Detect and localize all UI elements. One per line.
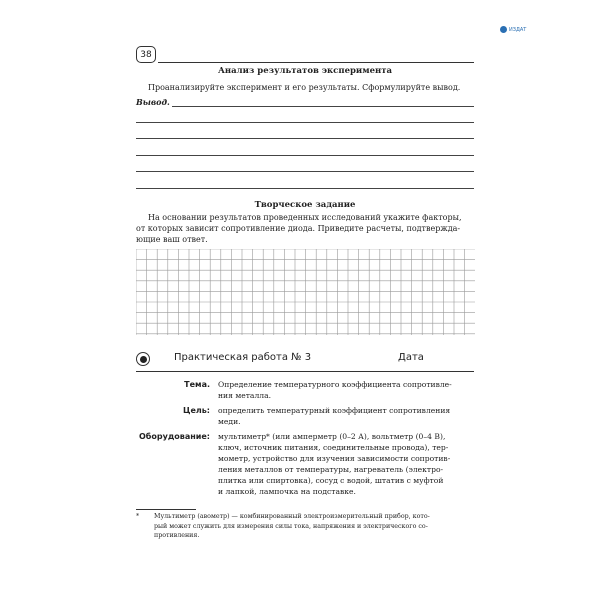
footnote	[136, 512, 474, 541]
header-rule	[158, 62, 474, 63]
topic-line: Определение температурного коэффициента сопротивле-	[218, 380, 452, 389]
topic-label: Тема.	[184, 380, 210, 389]
topic-line: ния металла.	[218, 391, 272, 400]
bullet-icon	[136, 352, 150, 366]
creative-heading: Творческое задание	[254, 200, 356, 210]
equipment-line: ключ, источник питания, соединительные провода), тер-	[218, 443, 449, 452]
date-label: Дата	[398, 352, 424, 363]
goal-label: Цель:	[183, 406, 210, 415]
answer-grid	[136, 249, 475, 335]
answer-line	[136, 122, 474, 123]
publisher-logo	[500, 26, 526, 33]
answer-line	[172, 106, 474, 107]
equipment-line: мометр, устройство для изучения зависимости сопротив-	[218, 454, 451, 463]
answer-line	[136, 188, 474, 189]
answer-line	[136, 171, 474, 172]
analysis-heading: Анализ результатов эксперимента	[217, 66, 393, 76]
equipment-line: мультиметр* (или амперметр (0–2 А), вольтметр (0–4 В),	[218, 432, 446, 441]
logo-text: ИЗДАТ	[509, 26, 527, 33]
practical-title: Практическая работа № 3	[174, 352, 312, 363]
footnote-rule	[136, 509, 196, 510]
creative-text-line: ющие ваш ответ.	[136, 235, 208, 244]
footnote-line: противления.	[154, 532, 200, 539]
logo-icon	[500, 26, 507, 33]
conclusion-label: Вывод.	[136, 97, 170, 107]
practical-rule	[136, 371, 474, 372]
equipment-line: плитка или спиртовка), сосуд с водой, штатив с муфтой	[218, 476, 444, 485]
answer-line	[136, 155, 474, 156]
page-number: 38	[136, 46, 156, 63]
goal-line: определить температурный коэффициент сопротивления	[218, 406, 451, 415]
footnote-line: рый может служить для измерения силы тока, напряжения и электрического со-	[154, 522, 428, 530]
footnote-line: Мультиметр (авометр) — комбинированный электроизмерительный прибор, кото-	[154, 513, 430, 520]
creative-text-line: На основании результатов проведенных исследований укажите факторы,	[148, 213, 462, 222]
equipment-line: ления металлов от температуры, нагреватель (электро-	[218, 465, 444, 474]
equipment-label: Оборудование:	[139, 432, 210, 441]
equipment-line: и лапкой, лампочка на подставке.	[218, 487, 356, 496]
answer-line	[136, 138, 474, 139]
goal-line: меди.	[218, 417, 241, 426]
creative-text-line: от которых зависит сопротивление диода. Приведите расчеты, подтвержда-	[136, 224, 461, 233]
footnote-star: *	[136, 513, 140, 520]
analysis-instruction: Проанализируйте эксперимент и его результаты. Сформулируйте вывод.	[148, 83, 461, 92]
practical-header	[136, 352, 474, 370]
